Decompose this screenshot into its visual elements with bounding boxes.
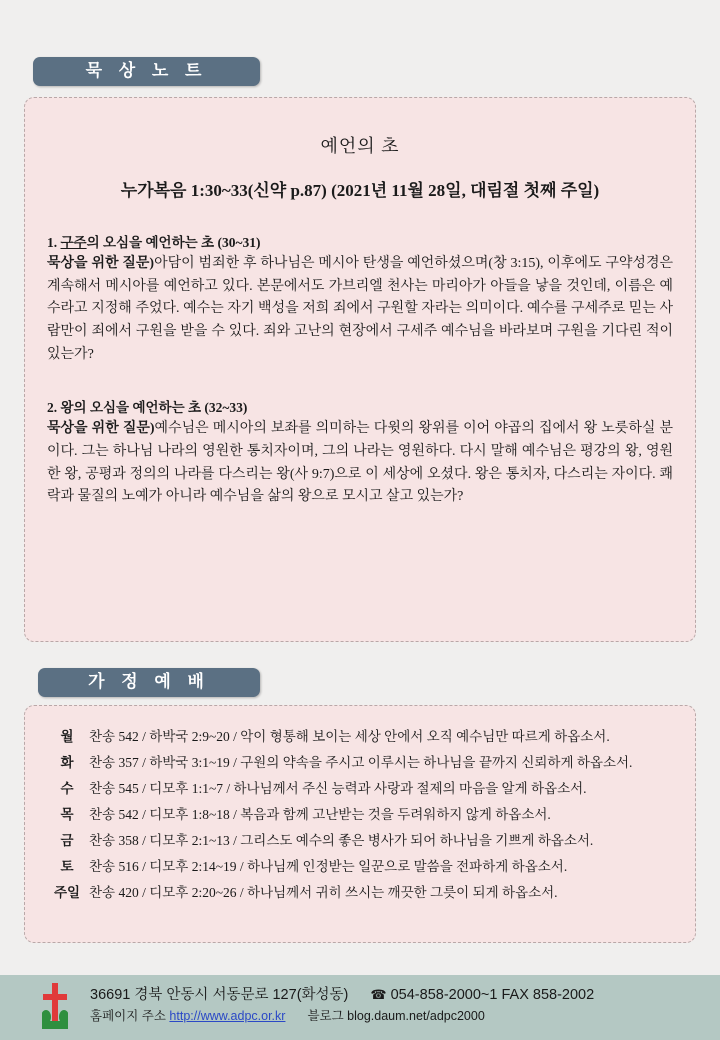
footer-blog-url[interactable]: blog.daum.net/adpc2000 xyxy=(347,1009,485,1023)
meditation-block-heading-rest: 의 오심을 예언하는 초 (30~31) xyxy=(86,235,261,250)
table-row xyxy=(45,774,675,800)
meditation-block-heading xyxy=(47,396,673,416)
footer-homepage-link[interactable]: http://www.adpc.or.kr xyxy=(169,1009,286,1023)
family-worship-table xyxy=(45,722,675,904)
worship-day: 금 xyxy=(60,833,74,848)
section-tab-family-worship: 가 정 예 배 xyxy=(38,668,260,697)
worship-day: 월 xyxy=(60,729,74,744)
footer-address: 36691 경북 안동시 서동문로 127(화성동) xyxy=(90,987,349,1003)
meditation-body-text: 예수님은 메시아의 보좌를 의미하는 다윗의 왕위를 이어 야곱의 집에서 왕 노릇하실 분이다. 그는 하나님 나라의 영원한 통치자이며, 그의 나라는 영원하다. 다시 말해 예수님은 평강의 왕, 영원한 왕, 공평과 정의의 나라를 다스리는 왕(사 9:7)으로 이 세상에 오셨다. 왕은 통치자, 다스리는 자이다. 쾌락과 물질의 노예가 아니라 예수님을 삶의 왕으로 모시고 살고 있는가? xyxy=(47,421,673,505)
meditation-block-body xyxy=(47,253,673,366)
page-footer xyxy=(0,975,720,1040)
worship-entry: 찬송 542 / 하박국 2:9~20 / 악이 형통해 보이는 세상 안에서 오직 예수님만 따르게 하옵소서. xyxy=(89,729,610,744)
worship-entry: 찬송 420 / 디모후 2:20~26 / 하나님께서 귀히 쓰시는 깨끗한 그릇이 되게 하옵소서. xyxy=(89,885,558,900)
table-row xyxy=(45,722,675,748)
worship-entry: 찬송 516 / 디모후 2:14~19 / 하나님께 인정받는 일꾼으로 말씀을 전파하게 하옵소서. xyxy=(89,859,568,874)
meditation-question-label: 묵상을 위한 질문) xyxy=(47,256,155,271)
meditation-block-heading-rest: 왕의 오심을 예언하는 초 (32~33) xyxy=(60,400,248,416)
worship-entry: 찬송 545 / 디모후 1:1~7 / 하나님께서 주신 능력과 사랑과 절제의 마음을 알게 하옵소서. xyxy=(89,781,587,796)
worship-day: 화 xyxy=(60,755,74,770)
meditation-question-label: 묵상을 위한 질문) xyxy=(47,421,155,437)
family-worship-panel xyxy=(24,705,696,943)
meditation-block xyxy=(47,231,673,366)
table-row xyxy=(45,878,675,904)
worship-day: 수 xyxy=(60,781,74,796)
meditation-block xyxy=(47,396,673,509)
cross-icon xyxy=(42,983,68,1029)
meditation-block-body xyxy=(47,418,673,509)
table-row xyxy=(45,748,675,774)
section-tab-meditation: 묵 상 노 트 xyxy=(33,57,260,86)
meditation-block-keyword: 구주 xyxy=(60,235,87,250)
meditation-block-number: 1. xyxy=(47,235,61,250)
worship-entry: 찬송 542 / 디모후 1:8~18 / 복음과 함께 고난받는 것을 두려워하지 않게 하옵소서. xyxy=(89,807,551,822)
table-row xyxy=(45,826,675,852)
worship-entry: 찬송 357 / 하박국 3:1~19 / 구원의 약속을 주시고 이루시는 하나님을 끝까지 신뢰하게 하옵소서. xyxy=(89,755,633,770)
meditation-block-number: 2. xyxy=(47,400,61,416)
footer-blog-label: 블로그 xyxy=(307,1009,344,1023)
meditation-block-heading xyxy=(47,231,673,251)
table-row xyxy=(45,852,675,878)
phone-icon: ☎ xyxy=(370,987,387,1002)
worship-day: 주일 xyxy=(53,885,81,900)
footer-web-line xyxy=(90,1006,485,1024)
table-row xyxy=(45,800,675,826)
worship-day: 목 xyxy=(60,807,74,822)
footer-homepage-label: 홈페이지 주소 xyxy=(90,1009,166,1023)
footer-contact-line xyxy=(90,983,594,1004)
meditation-body-text: 아담이 범죄한 후 하나님은 메시아 탄생을 예언하셨으며(창 3:15), 이후에도 구약성경은 계속해서 메시아를 예언하고 있다. 본문에서도 가브리엘 천사는 마리아가 아들을 낳을 것인데, 이름은 예수라고 지정해 주었다. 예수는 자기 백성을 저희 죄에서 구원할 자라는 의미이다. 예수를 구세주로 믿는 사람만이 죄에서 구원을 받을 수 있다. 죄와 고난의 현장에서 구세주 예수님을 바라보며 구원을 기다린 적이 있는가? xyxy=(47,256,673,362)
footer-phone: 054-858-2000~1 FAX 858-2002 xyxy=(390,987,595,1003)
meditation-scripture-reference: 누가복음 1:30~33(신약 p.87) (2021년 11월 28일, 대림절 첫째 주일) xyxy=(120,181,600,200)
worship-day: 토 xyxy=(60,859,74,874)
meditation-title: 예언의 초 xyxy=(320,136,400,156)
worship-entry: 찬송 358 / 디모후 2:1~13 / 그리스도 예수의 좋은 병사가 되어 하나님을 기쁘게 하옵소서. xyxy=(89,833,594,848)
meditation-panel xyxy=(24,97,696,642)
